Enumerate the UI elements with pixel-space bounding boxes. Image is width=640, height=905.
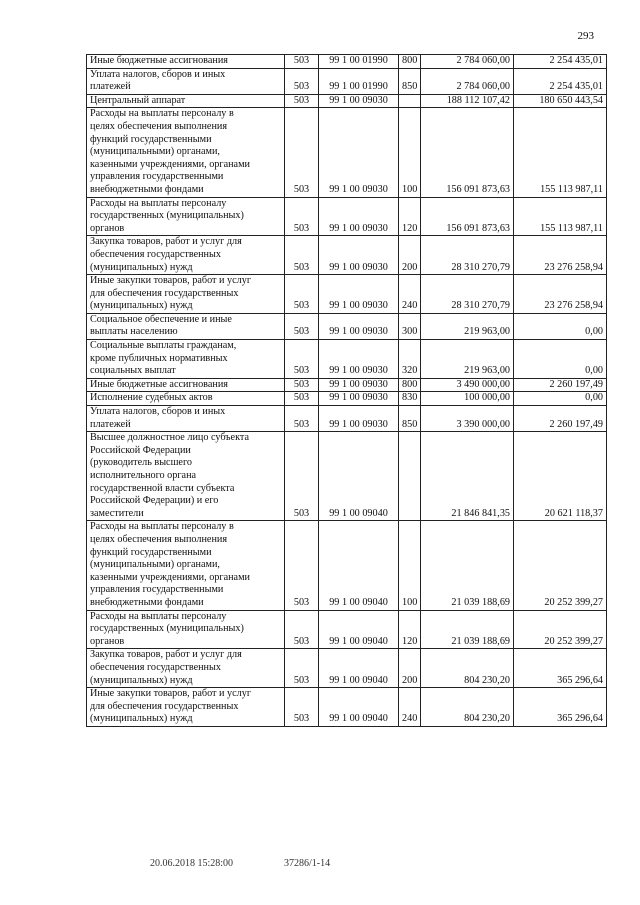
row-expense-type: 120: [399, 197, 421, 236]
row-amount-executed: 20 252 399,27: [514, 610, 607, 649]
row-expense-type: 120: [399, 610, 421, 649]
row-target-code: 99 1 00 09040: [319, 432, 399, 521]
row-target-code: 99 1 00 09030: [319, 340, 399, 379]
row-amount-planned: 2 784 060,00: [421, 68, 514, 94]
table-row: [87, 649, 607, 688]
table-row: [87, 313, 607, 339]
row-section: 503: [285, 197, 319, 236]
row-amount-executed: 180 650 443,54: [514, 94, 607, 108]
row-section: 503: [285, 406, 319, 432]
row-name: Закупка товаров, работ и услуг для обеспечения государственных (муниципальных) нужд: [87, 236, 285, 275]
row-amount-planned: 21 039 188,69: [421, 610, 514, 649]
row-amount-planned: 219 963,00: [421, 340, 514, 379]
budget-table: [86, 54, 607, 727]
footer-doc-number: 37286/1-14: [284, 858, 331, 869]
row-amount-planned: 2 784 060,00: [421, 55, 514, 69]
row-section: 503: [285, 236, 319, 275]
row-amount-planned: 21 039 188,69: [421, 521, 514, 610]
row-expense-type: 830: [399, 392, 421, 406]
row-amount-executed: 0,00: [514, 313, 607, 339]
row-section: 503: [285, 68, 319, 94]
table-row: [87, 392, 607, 406]
row-section: 503: [285, 313, 319, 339]
row-expense-type: 240: [399, 688, 421, 727]
row-name: Расходы на выплаты персоналу государственных (муниципальных) органов: [87, 610, 285, 649]
table-row: [87, 521, 607, 610]
row-section: 503: [285, 275, 319, 314]
row-expense-type: 200: [399, 236, 421, 275]
row-name: Расходы на выплаты персоналу государственных (муниципальных) органов: [87, 197, 285, 236]
row-section: 503: [285, 649, 319, 688]
row-target-code: 99 1 00 09040: [319, 610, 399, 649]
row-amount-executed: 0,00: [514, 340, 607, 379]
row-amount-planned: 3 490 000,00: [421, 378, 514, 392]
table-row: [87, 432, 607, 521]
page-number: 293: [577, 30, 594, 42]
row-section: 503: [285, 392, 319, 406]
footer-timestamp: 20.06.2018 15:28:00: [150, 858, 234, 869]
row-target-code: 99 1 00 09040: [319, 521, 399, 610]
row-amount-executed: 365 296,64: [514, 649, 607, 688]
row-section: 503: [285, 432, 319, 521]
row-amount-executed: 23 276 258,94: [514, 236, 607, 275]
row-amount-executed: 2 254 435,01: [514, 68, 607, 94]
table-row: [87, 108, 607, 197]
row-name: Уплата налогов, сборов и иных платежей: [87, 68, 285, 94]
row-target-code: 99 1 00 01990: [319, 55, 399, 69]
row-target-code: 99 1 00 09030: [319, 236, 399, 275]
row-target-code: 99 1 00 09030: [319, 197, 399, 236]
row-target-code: 99 1 00 09030: [319, 108, 399, 197]
row-name: Иные закупки товаров, работ и услуг для обеспечения государственных (муниципальных) нужд: [87, 688, 285, 727]
row-expense-type: 320: [399, 340, 421, 379]
row-name: Иные бюджетные ассигнования: [87, 55, 285, 69]
row-name: Социальное обеспечение и иные выплаты населению: [87, 313, 285, 339]
row-amount-executed: 155 113 987,11: [514, 197, 607, 236]
row-amount-executed: 2 254 435,01: [514, 55, 607, 69]
row-target-code: 99 1 00 09030: [319, 406, 399, 432]
row-amount-executed: 155 113 987,11: [514, 108, 607, 197]
row-target-code: 99 1 00 01990: [319, 68, 399, 94]
row-expense-type: 800: [399, 55, 421, 69]
row-section: 503: [285, 340, 319, 379]
row-amount-planned: 188 112 107,42: [421, 94, 514, 108]
row-name: Закупка товаров, работ и услуг для обеспечения государственных (муниципальных) нужд: [87, 649, 285, 688]
row-target-code: 99 1 00 09030: [319, 378, 399, 392]
table-row: [87, 406, 607, 432]
row-amount-planned: 156 091 873,63: [421, 108, 514, 197]
row-section: 503: [285, 610, 319, 649]
row-amount-planned: 21 846 841,35: [421, 432, 514, 521]
row-expense-type: 300: [399, 313, 421, 339]
row-expense-type: [399, 432, 421, 521]
row-amount-planned: 804 230,20: [421, 649, 514, 688]
row-amount-planned: 156 091 873,63: [421, 197, 514, 236]
row-expense-type: 800: [399, 378, 421, 392]
row-amount-planned: 804 230,20: [421, 688, 514, 727]
row-amount-executed: 365 296,64: [514, 688, 607, 727]
row-amount-planned: 28 310 270,79: [421, 275, 514, 314]
row-section: 503: [285, 521, 319, 610]
row-expense-type: 100: [399, 521, 421, 610]
table-row: [87, 340, 607, 379]
table-row: [87, 55, 607, 69]
table-row: [87, 197, 607, 236]
row-amount-executed: 20 252 399,27: [514, 521, 607, 610]
row-name: Иные закупки товаров, работ и услуг для обеспечения государственных (муниципальных) нужд: [87, 275, 285, 314]
row-name: Высшее должностное лицо субъекта Российской Федерации (руководитель высшего исполнительного органа государственной власти субъекта Российской Федерации) и его заместители: [87, 432, 285, 521]
row-expense-type: 850: [399, 406, 421, 432]
row-name: Социальные выплаты гражданам, кроме публичных нормативных социальных выплат: [87, 340, 285, 379]
row-section: 503: [285, 108, 319, 197]
table-row: [87, 688, 607, 727]
row-name: Исполнение судебных актов: [87, 392, 285, 406]
row-section: 503: [285, 378, 319, 392]
row-name: Расходы на выплаты персоналу в целях обеспечения выполнения функций государственными (муниципальными) органами, казенными учреждениями, органами управления государственными внебюджетными фондами: [87, 108, 285, 197]
row-amount-executed: 23 276 258,94: [514, 275, 607, 314]
row-target-code: 99 1 00 09030: [319, 275, 399, 314]
row-amount-planned: 28 310 270,79: [421, 236, 514, 275]
row-name: Иные бюджетные ассигнования: [87, 378, 285, 392]
table-row: [87, 236, 607, 275]
row-name: Расходы на выплаты персоналу в целях обеспечения выполнения функций государственными (муниципальными) органами, казенными учреждениями, органами управления государственными внебюджетными фондами: [87, 521, 285, 610]
row-section: 503: [285, 688, 319, 727]
row-target-code: 99 1 00 09040: [319, 649, 399, 688]
table-row: [87, 94, 607, 108]
row-section: 503: [285, 94, 319, 108]
table-row: [87, 68, 607, 94]
row-amount-planned: 100 000,00: [421, 392, 514, 406]
row-expense-type: 200: [399, 649, 421, 688]
row-amount-executed: 2 260 197,49: [514, 378, 607, 392]
row-amount-executed: 0,00: [514, 392, 607, 406]
row-amount-executed: 2 260 197,49: [514, 406, 607, 432]
row-expense-type: 850: [399, 68, 421, 94]
row-amount-executed: 20 621 118,37: [514, 432, 607, 521]
table-row: [87, 610, 607, 649]
row-expense-type: 100: [399, 108, 421, 197]
row-target-code: 99 1 00 09030: [319, 94, 399, 108]
table-row: [87, 275, 607, 314]
row-section: 503: [285, 55, 319, 69]
row-expense-type: [399, 94, 421, 108]
row-target-code: 99 1 00 09040: [319, 688, 399, 727]
budget-table-body: [87, 55, 607, 727]
row-name: Центральный аппарат: [87, 94, 285, 108]
row-amount-planned: 219 963,00: [421, 313, 514, 339]
table-row: [87, 378, 607, 392]
row-target-code: 99 1 00 09030: [319, 313, 399, 339]
row-target-code: 99 1 00 09030: [319, 392, 399, 406]
row-name: Уплата налогов, сборов и иных платежей: [87, 406, 285, 432]
row-expense-type: 240: [399, 275, 421, 314]
row-amount-planned: 3 390 000,00: [421, 406, 514, 432]
